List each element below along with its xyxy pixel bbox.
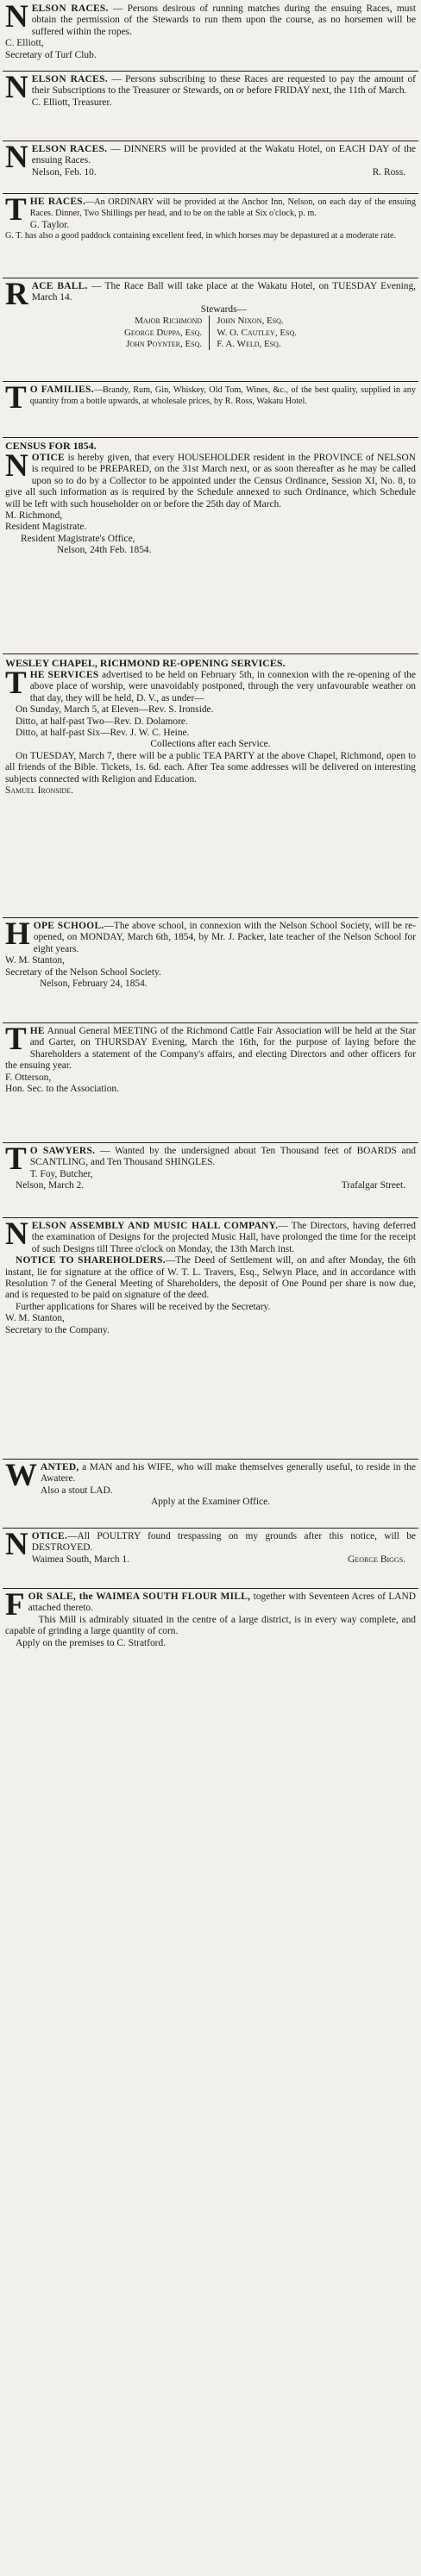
ad-body: — The Race Ball will take place at the Wakatu Hotel, on TUESDAY Evening, March 14. <box>31 281 416 303</box>
steward-name: John Poynter, Esq. <box>117 339 210 350</box>
ad-signer: T. Foy, Butcher, <box>29 1168 93 1179</box>
ad-heading: OPE SCHOOL. <box>33 921 104 931</box>
ad-signer: F. Otterson, <box>5 1072 52 1083</box>
dropcap: H <box>5 916 30 952</box>
ad-body: —The above school, in connexion with the Nelson School Society, will be re-opened, on MONDAY, March 6th, 1854, by Mr. J. Packer, late teacher of the Nelson School for eight years. <box>33 921 417 954</box>
service-line: On Sunday, March 5, at Eleven—Rev. S. Ironside. <box>16 704 214 716</box>
ad-for-sale-mill <box>5 1587 416 1649</box>
steward-name: F. A. Weld, Esq. <box>217 339 281 350</box>
dropcap: N <box>5 1216 28 1252</box>
ad-heading: ELSON RACES. <box>31 144 108 154</box>
ad-census <box>5 440 416 557</box>
ad-signer: W. M. Stanton, <box>5 955 65 966</box>
ad-signer: Samuel Ironside. <box>5 785 73 797</box>
ad-heading: ACE BALL. <box>31 281 88 291</box>
ad-signer-role: Secretary of Turf Club. <box>5 49 97 60</box>
ad-heading: OR SALE, the WAIMEA SOUTH FLOUR MILL, <box>28 1591 251 1602</box>
steward-name: Major Richmond <box>117 316 210 327</box>
ad-body: Annual General MEETING of the Richmond Cattle Fair Association will be held at the Star and Garter, on THURSDAY Evening, March the 16th, for the purpose of laying before the Shareholders a statement of the Company's affairs, and electing Directors and other officers for the ensuing year. <box>5 1026 417 1072</box>
ad-apply: Apply at the Examiner Office. <box>150 1497 270 1508</box>
dropcap: T <box>5 666 27 701</box>
steward-name: John Nixon, Esq. <box>217 316 284 327</box>
ad-body: together with Seventeen Acres of LAND attached thereto. <box>28 1591 416 1614</box>
ad-body: — Wanted by the undersigned about Ten Thousand feet of BOARDS and SCANTLING, and Ten Thousand SHINGLES. <box>29 1146 416 1168</box>
ad-place-date: Nelson, Feb. 10. <box>31 166 97 178</box>
ad-wanted <box>5 1458 416 1509</box>
ad-nelson-races-matches <box>5 0 416 61</box>
ad-title: WESLEY CHAPEL, RICHMOND RE-OPENING SERVICES. <box>5 657 286 669</box>
ad-body: —An ORDINARY will be provided at the Anchor Inn, Nelson, on each day of the ensuing Races. Dinner, Two Shillings per head, and to be on the table at Six o'clock, p. m. <box>29 197 416 219</box>
ad-heading: O SAWYERS. <box>29 1146 96 1156</box>
divider <box>3 653 418 654</box>
divider <box>3 381 418 382</box>
dropcap: R <box>5 277 28 312</box>
dropcap: N <box>5 1527 28 1562</box>
dropcap: N <box>5 70 28 105</box>
ad-body: —Brandy, Rum, Gin, Whiskey, Old Tom, Wines, &c., of the best quality, supplied in any quantity from a bottle upwards, at wholesale prices, by R. Ross, Wakatu Hotel. <box>29 385 416 407</box>
ad-place-date: Nelson, March 2. <box>16 1180 85 1191</box>
ad-date: Nelson, February 24, 1854. <box>40 979 148 990</box>
ad-body: — Persons desirous of running matches during the ensuing Races, must obtain the permission of the Stewards to run them upon the course, as no horsemen will be suffered within the ropes. <box>31 3 416 37</box>
ad-signer-role: Secretary of the Nelson School Society. <box>5 966 161 978</box>
ad-body: a MAN and his WIFE, who will make themselves generally useful, to reside in the Awatere. <box>41 1462 416 1485</box>
dropcap: N <box>5 140 28 175</box>
ad-heading: ELSON RACES. <box>31 3 109 14</box>
notice-body: —The Deed of Settlement will, on and after Monday, the 6th instant, lie for signature at the office of W. T. L. Travers, Esq., Selwyn Place, and in accordance with Resolution 7 of the General Meeting of Shareholders, the deposit of One Pound per share is now due, and is requested to be paid on signature of the deed. <box>5 1255 416 1301</box>
ad-assembly-music-hall <box>5 1216 417 1336</box>
ad-signer: G. Taylor. <box>29 219 70 230</box>
ad-nelson-races-dinners <box>5 140 416 178</box>
divider <box>3 917 418 918</box>
dropcap: N <box>5 448 28 484</box>
stewards-row <box>117 316 304 327</box>
ad-wesley-chapel <box>5 657 416 797</box>
dropcap: T <box>5 1022 27 1057</box>
ad-signer: C. Elliott, Treasurer. <box>31 97 112 108</box>
ad-heading: OTICE <box>31 453 65 463</box>
ad-heading: OTICE. <box>31 1531 68 1541</box>
divider <box>3 437 418 438</box>
ad-body: This Mill is admirably situated in the centre of a large district, is in every way complete, and capable of grinding a large quantity of corn. <box>5 1614 416 1637</box>
ad-heading: HE SERVICES <box>29 670 99 680</box>
ad-body: — DINNERS will be provided at the Wakatu Hotel, on EACH DAY of the ensuing Races. <box>31 144 416 166</box>
ad-race-ball <box>5 277 416 350</box>
ad-notice-poultry <box>5 1527 416 1566</box>
ad-body: — The Directors, having deferred the examination of Designs for the projected Music Hall, have prolonged the time for the receipt of such Designs till Three o'clock on Monday, the 13th March inst. <box>31 1221 417 1254</box>
ad-signer: R. Ross. <box>372 166 405 178</box>
ad-signer: C. Elliott, <box>5 38 44 49</box>
ad-hope-school <box>5 916 417 990</box>
ad-signer: George Biggs. <box>348 1554 405 1565</box>
ad-office: Resident Magistrate's Office, <box>21 533 135 544</box>
steward-name: W. O. Cautley, Esq. <box>217 327 298 338</box>
service-line: Ditto, at half-past Six—Rev. J. W. C. Heine. <box>16 728 190 739</box>
ad-apply: Apply on the premises to C. Stratford. <box>16 1637 167 1648</box>
ad-date: Nelson, 24th Feb. 1854. <box>57 545 152 556</box>
divider <box>3 193 418 194</box>
ad-heading: ELSON RACES. <box>31 74 108 84</box>
ad-body: advertised to be held on February 5th, in connexion with the re-opening of the above place of worship, were unavoidably postponed, through the very unfavourable weather on that day, they will be held, D. V., as under— <box>29 670 416 703</box>
notice-title: NOTICE TO SHAREHOLDERS. <box>16 1255 166 1266</box>
ad-body: is hereby given, that every HOUSEHOLDER resident in the PROVINCE of NELSON is required to be PREPARED, on the 31st March next, or as soon thereafter as he may be called upon so to do by a Collector to be appointed under the Census Ordinance, Session XI, No. 8, to give all such information as is required by the Schedule annexed to such Ordinance, which Schedule will be left with such householder on or before the 25th day of March. <box>5 453 416 510</box>
ad-body: On TUESDAY, March 7, there will be a public TEA PARTY at the above Chapel, Richmond, open to all friends of the Bible. Tickets, 1s. 6d. each. After Tea some addresses will be delivered on interesting subjects connected with Religion and Education. <box>5 750 416 785</box>
ad-body: Further applications for Shares will be received by the Secretary. <box>16 1301 271 1312</box>
ad-place-date: Waimea South, March 1. <box>31 1554 130 1565</box>
ad-body: — Persons subscribing to these Races are requested to pay the amount of their Subscriptions to the Treasurer or Stewards, on or before FRIDAY next, the 11th of March. <box>31 74 416 97</box>
ad-heading: ANTED, <box>41 1462 79 1472</box>
dropcap: W <box>5 1458 37 1493</box>
ad-heading: O FAMILIES. <box>29 385 94 395</box>
ad-signer-role: Secretary to the Company. <box>5 1324 110 1335</box>
service-line: Ditto, at half-past Two—Rev. D. Dolamore. <box>16 716 188 727</box>
dropcap: N <box>5 0 28 34</box>
ad-body: —All POULTRY found trespassing on my grounds after this notice, will be DESTROYED. <box>31 1531 416 1554</box>
dropcap: T <box>5 1141 27 1177</box>
dropcap: T <box>5 192 27 228</box>
divider <box>3 1217 418 1218</box>
ad-address: Trafalgar Street. <box>341 1180 405 1191</box>
ad-cattle-fair <box>5 1022 417 1095</box>
ad-signer-role: Resident Magistrate. <box>5 522 87 533</box>
ad-signer: W. M. Stanton, <box>5 1313 65 1324</box>
divider <box>3 1022 418 1023</box>
ad-to-sawyers <box>5 1141 416 1192</box>
divider <box>3 1459 418 1460</box>
ad-signer-role: Hon. Sec. to the Association. <box>5 1084 119 1095</box>
ad-heading: HE RACES. <box>29 197 86 207</box>
dropcap: T <box>5 380 27 416</box>
service-line: Collections after each Service. <box>150 739 271 750</box>
ad-note: G. T. has also a good paddock containing excellent feed, in which horses may be depastured at a moderate rate. <box>5 231 397 241</box>
divider <box>3 71 418 72</box>
divider <box>3 1142 418 1143</box>
steward-name: George Duppa, Esq. <box>117 328 210 339</box>
stewards-label: Stewards— <box>200 303 247 315</box>
ad-heading: HE <box>29 1026 45 1036</box>
ad-heading: ELSON ASSEMBLY AND MUSIC HALL COMPANY. <box>31 1221 279 1231</box>
ad-nelson-races-subscriptions <box>5 70 416 109</box>
dropcap: F <box>5 1587 25 1623</box>
ad-to-families <box>5 380 416 416</box>
ad-signer: M. Richmond, <box>5 510 63 522</box>
ad-body: Also a stout LAD. <box>41 1485 113 1496</box>
ad-title: CENSUS FOR 1854. <box>5 440 97 452</box>
stewards-row <box>117 328 304 339</box>
stewards-row <box>117 339 304 350</box>
stewards-table <box>117 316 304 350</box>
divider <box>3 1528 418 1529</box>
divider <box>3 1588 418 1589</box>
ad-the-races <box>5 192 416 241</box>
